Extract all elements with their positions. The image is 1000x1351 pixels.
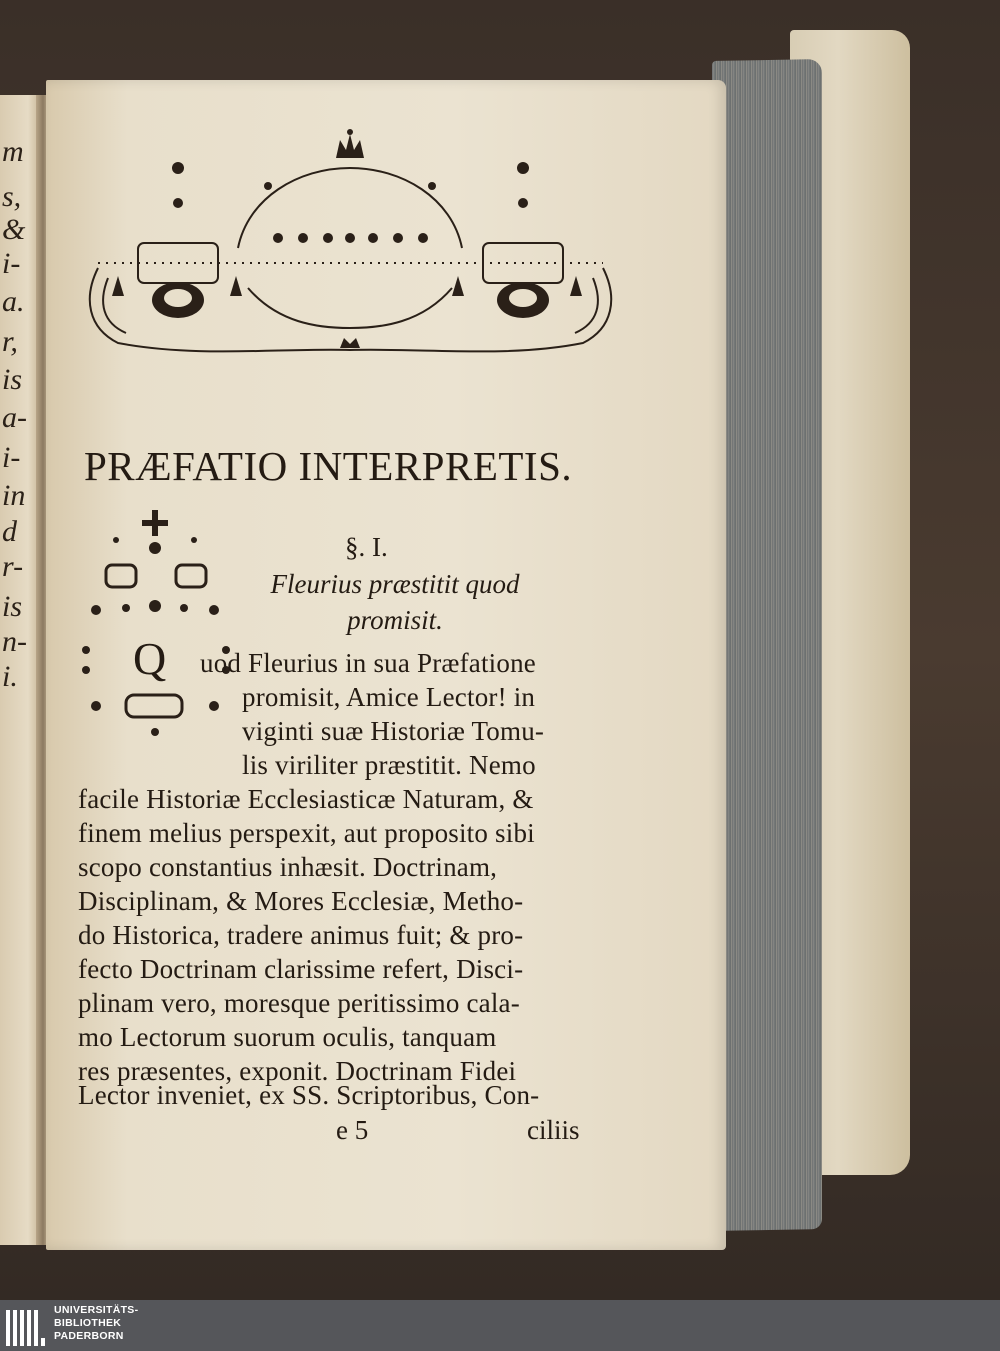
text-line: do Historica, tradere animus fuit; & pro- — [78, 920, 524, 950]
initial-ornament — [76, 510, 236, 742]
left-page-fragment: i. — [2, 660, 18, 693]
left-page-fragment: d — [2, 515, 17, 548]
catchword: ciliis — [527, 1115, 580, 1145]
left-page-fragment: r, — [2, 325, 18, 358]
text-line: finem melius perspexit, aut proposito sibi — [78, 818, 535, 848]
left-page-fragment: a- — [2, 401, 27, 434]
left-page-fragment: m — [2, 135, 24, 168]
text-line: Disciplinam, & Mores Ecclesiæ, Metho- — [78, 886, 524, 916]
signature-mark: e 5 — [336, 1115, 369, 1145]
left-page — [0, 95, 40, 1245]
left-page-fragment: s, — [2, 180, 22, 213]
text-line: plinam vero, moresque peritissimo cala- — [78, 988, 520, 1018]
text-line: Lector inveniet, ex SS. Scriptoribus, Con- — [78, 1080, 540, 1110]
left-page-fragment: & — [2, 213, 26, 246]
library-name-line: UNIVERSITÄTS- — [54, 1304, 139, 1316]
text-line: facile Historiæ Ecclesiasticæ Naturam, & — [78, 784, 534, 814]
page-edges — [712, 59, 822, 1231]
text-line: viginti suæ Historiæ Tomu- — [242, 716, 545, 746]
library-footer-bar — [0, 1300, 1000, 1351]
text-line: uod Fleurius in sua Præfatione — [200, 648, 536, 678]
left-page-fragment: r- — [2, 550, 24, 583]
left-page-fragment: i- — [2, 441, 21, 474]
left-page-fragment: in — [2, 479, 26, 512]
text-line: scopo constantius inhæsit. Doctrinam, — [78, 852, 498, 882]
left-page-fragment: n- — [2, 625, 27, 658]
left-page-fragment: a. — [2, 285, 25, 318]
page-title: PRÆFATIO INTERPRETIS. — [84, 443, 573, 489]
text-line: promisit, Amice Lector! in — [242, 682, 536, 712]
section-number: §. I. — [345, 532, 388, 562]
text-line: res præsentes, exponit. Doctrinam Fidei — [78, 1056, 517, 1086]
drop-cap: Q — [133, 633, 167, 684]
headpiece-ornament — [78, 128, 623, 363]
text-line: mo Lectorum suorum oculis, tanquam — [78, 1022, 497, 1052]
section-subtitle — [230, 566, 560, 638]
library-name-line: PADERBORN — [54, 1330, 124, 1342]
library-name-line: BIBLIOTHEK — [54, 1317, 122, 1329]
left-page-fragment: i- — [2, 247, 21, 280]
subtitle-line: Fleurius præstitit quod — [270, 569, 520, 599]
library-logo-icon — [6, 1310, 46, 1346]
left-page-fragment: is — [2, 590, 23, 623]
text-line: fecto Doctrinam clarissime refert, Disci- — [78, 954, 524, 984]
subtitle-line: promisit. — [347, 605, 443, 635]
left-page-fragment: is — [2, 363, 23, 396]
text-line: lis viriliter præstitit. Nemo — [242, 750, 536, 780]
library-name — [54, 1304, 138, 1343]
